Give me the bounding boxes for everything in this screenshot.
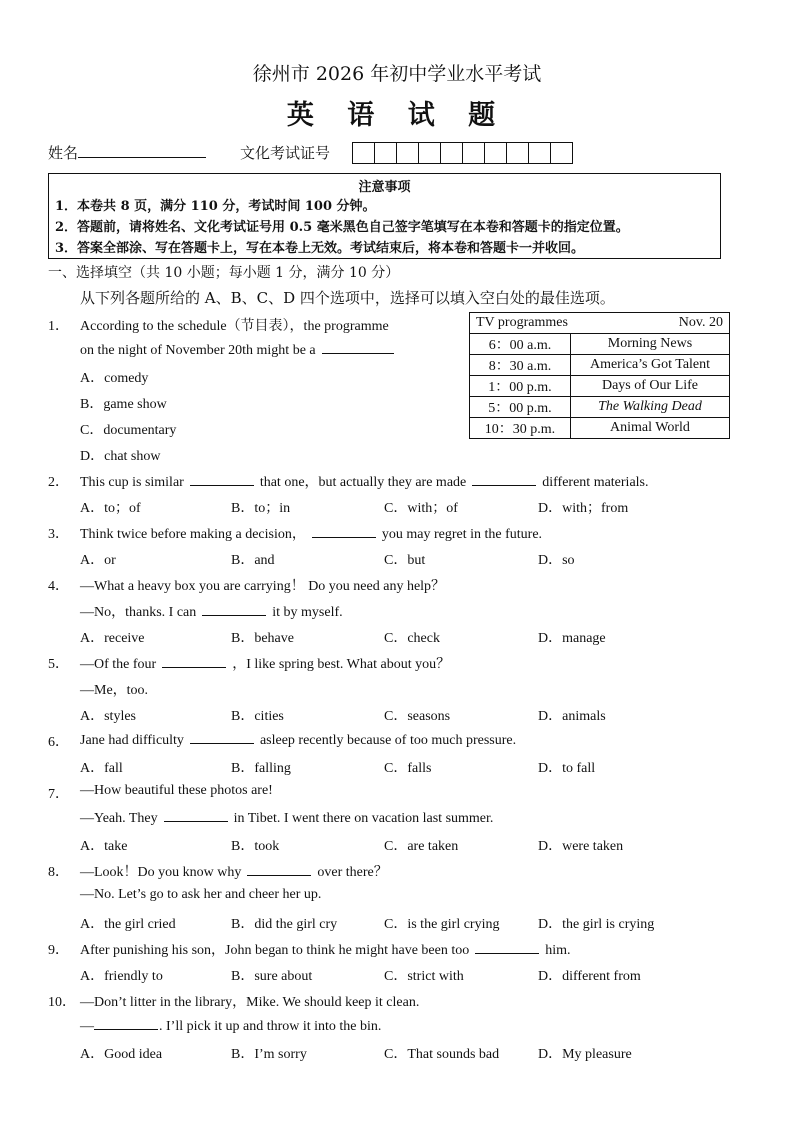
exam-title: 徐州市 2026 年初中学业水平考试: [252, 63, 542, 85]
answer-blank: [472, 473, 536, 486]
notice-title: 注意事项: [358, 180, 411, 195]
question-text-line2: —Me，too.: [80, 683, 149, 698]
question-number: 7．: [48, 787, 69, 802]
question-text-line2: —No，thanks. I can it by myself.: [80, 605, 343, 620]
option-c[interactable]: C．with；of: [384, 501, 458, 516]
table-header: [470, 313, 730, 334]
question-number: 4．: [48, 579, 69, 594]
answer-blank: [162, 655, 226, 668]
notice-item: 3．答案全部涂、写在答题卡上，写在本卷上无效。考试结束后，将本卷和答题卡一并收回。: [55, 241, 585, 256]
option-a[interactable]: A．or: [80, 553, 116, 568]
section-instruction: 从下列各题所给的 A、B、C、D 四个选项中，选择可以填入空白处的最佳选项。: [80, 289, 615, 307]
section-title: 一、选择填空（共 10 小题；每小题 1 分，满分 10 分）: [48, 265, 400, 281]
option-c[interactable]: C．falls: [384, 761, 432, 776]
notice-box: [48, 173, 721, 259]
option-c[interactable]: C．are taken: [384, 839, 459, 854]
question-text: —How beautiful these photos are!: [80, 783, 273, 798]
option-c[interactable]: C．That sounds bad: [384, 1047, 500, 1062]
option-b[interactable]: B．cities: [231, 709, 284, 724]
answer-blank: [247, 863, 311, 876]
table-header-left: TV programmes: [476, 315, 568, 330]
question-number: 2．: [48, 475, 69, 490]
option-d[interactable]: D．animals: [538, 709, 606, 724]
option-a[interactable]: A．take: [80, 839, 128, 854]
question-text-line2: —Yeah. They in Tibet. I went there on vacation last summer.: [80, 811, 494, 826]
table-row: [470, 418, 730, 439]
question-text-line2: — . I’ll pick it up and throw it into the bin.: [80, 1019, 382, 1034]
option-b[interactable]: B．falling: [231, 761, 291, 776]
option-a[interactable]: A．fall: [80, 761, 123, 776]
option-c[interactable]: C．is the girl crying: [384, 917, 500, 932]
answer-blank: [164, 809, 228, 822]
question-text: According to the schedule（节目表），the programme: [80, 319, 389, 334]
option-b[interactable]: B．to；in: [231, 501, 291, 516]
table-cell-program: Days of Our Life: [571, 376, 730, 397]
table-row: [470, 397, 730, 418]
question-text: —Look！Do you know why over there？: [80, 865, 388, 880]
answer-blank: [202, 603, 266, 616]
option-a[interactable]: A．comedy: [80, 371, 149, 386]
option-d[interactable]: D．the girl is crying: [538, 917, 655, 932]
option-d[interactable]: D．manage: [538, 631, 606, 646]
table-cell-time: 5：00 p.m.: [470, 397, 571, 418]
table-cell-program: The Walking Dead: [571, 397, 730, 418]
question-number: 5．: [48, 657, 69, 672]
question-number: 9．: [48, 943, 69, 958]
table-cell-time: 6：00 a.m.: [470, 334, 571, 355]
question-text-line2: —No. Let’s go to ask her and cheer her up.: [80, 887, 322, 902]
option-a[interactable]: A．friendly to: [80, 969, 163, 984]
question-number: 10．: [48, 995, 76, 1010]
answer-blank: [475, 941, 539, 954]
option-b[interactable]: B．and: [231, 553, 275, 568]
subject-title: 英 语 试 题: [286, 100, 508, 131]
answer-blank: [312, 525, 376, 538]
option-b[interactable]: B．game show: [80, 397, 167, 412]
name-label: 姓名: [48, 144, 79, 162]
table-cell-time: 10：30 p.m.: [470, 418, 571, 439]
option-a[interactable]: A．the girl cried: [80, 917, 176, 932]
question-text: Think twice before making a decision， you may regret in the future.: [80, 527, 543, 542]
option-b[interactable]: B．I’m sorry: [231, 1047, 307, 1062]
option-d[interactable]: D．so: [538, 553, 575, 568]
table-header-right: Nov. 20: [678, 315, 723, 330]
answer-blank: [322, 341, 394, 354]
table-cell-time: 8：30 a.m.: [470, 355, 571, 376]
option-d[interactable]: D．with；from: [538, 501, 629, 516]
table-cell-program: Animal World: [571, 418, 730, 439]
option-d[interactable]: D．chat show: [80, 449, 161, 464]
table-cell-time: 1：00 p.m.: [470, 376, 571, 397]
option-d[interactable]: D．were taken: [538, 839, 624, 854]
question-text-line2: on the night of November 20th might be a: [80, 341, 400, 359]
question-text: —What a heavy box you are carrying！ Do you need any help？: [80, 579, 446, 594]
answer-blank: [190, 473, 254, 486]
option-b[interactable]: B．took: [231, 839, 280, 854]
option-c[interactable]: C．check: [384, 631, 440, 646]
question-text: Jane had difficulty asleep recently because of too much pressure.: [80, 733, 517, 748]
id-number-boxes[interactable]: [352, 142, 573, 164]
question-text: —Of the four ，I like spring best. What about you？: [80, 657, 451, 672]
option-a[interactable]: A．receive: [80, 631, 145, 646]
question-number: 8．: [48, 865, 69, 880]
id-label: 文化考试证号: [240, 144, 331, 162]
tv-schedule-table: [469, 312, 730, 439]
option-d[interactable]: D．different from: [538, 969, 641, 984]
option-d[interactable]: D．to fall: [538, 761, 596, 776]
question-number: 1．: [48, 319, 69, 334]
table-cell-program: America’s Got Talent: [571, 355, 730, 376]
option-c[interactable]: C．but: [384, 553, 426, 568]
option-c[interactable]: C．seasons: [384, 709, 451, 724]
name-blank[interactable]: [78, 143, 206, 158]
notice-item: 1．本卷共 8 页，满分 110 分，考试时间 100 分钟。: [55, 199, 376, 214]
option-a[interactable]: A．styles: [80, 709, 136, 724]
option-c[interactable]: C．strict with: [384, 969, 464, 984]
option-d[interactable]: D．My pleasure: [538, 1047, 632, 1062]
question-text: This cup is similar that one，but actually they are made different materials.: [80, 475, 649, 490]
table-row: [470, 355, 730, 376]
name-field[interactable]: [48, 142, 206, 163]
option-b[interactable]: B．behave: [231, 631, 294, 646]
table-row: [470, 313, 730, 334]
option-b[interactable]: B．sure about: [231, 969, 313, 984]
question-text: After punishing his son，John began to think he might have been too him.: [80, 943, 571, 958]
question-number: 6．: [48, 735, 69, 750]
question-number: 3．: [48, 527, 69, 542]
table-row: [470, 376, 730, 397]
table-row: [470, 334, 730, 355]
table-cell-program: Morning News: [571, 334, 730, 355]
answer-blank: [190, 731, 254, 744]
question-text: —Don’t litter in the library，Mike. We should keep it clean.: [80, 995, 420, 1010]
notice-item: 2．答题前，请将姓名、文化考试证号用 0.5 毫米黑色自己签字笔填写在本卷和答题卡的指定位置。: [55, 220, 629, 235]
option-b[interactable]: B．did the girl cry: [231, 917, 338, 932]
option-a[interactable]: A．Good idea: [80, 1047, 163, 1062]
option-a[interactable]: A．to；of: [80, 501, 141, 516]
answer-blank: [94, 1017, 158, 1030]
option-c[interactable]: C．documentary: [80, 423, 177, 438]
